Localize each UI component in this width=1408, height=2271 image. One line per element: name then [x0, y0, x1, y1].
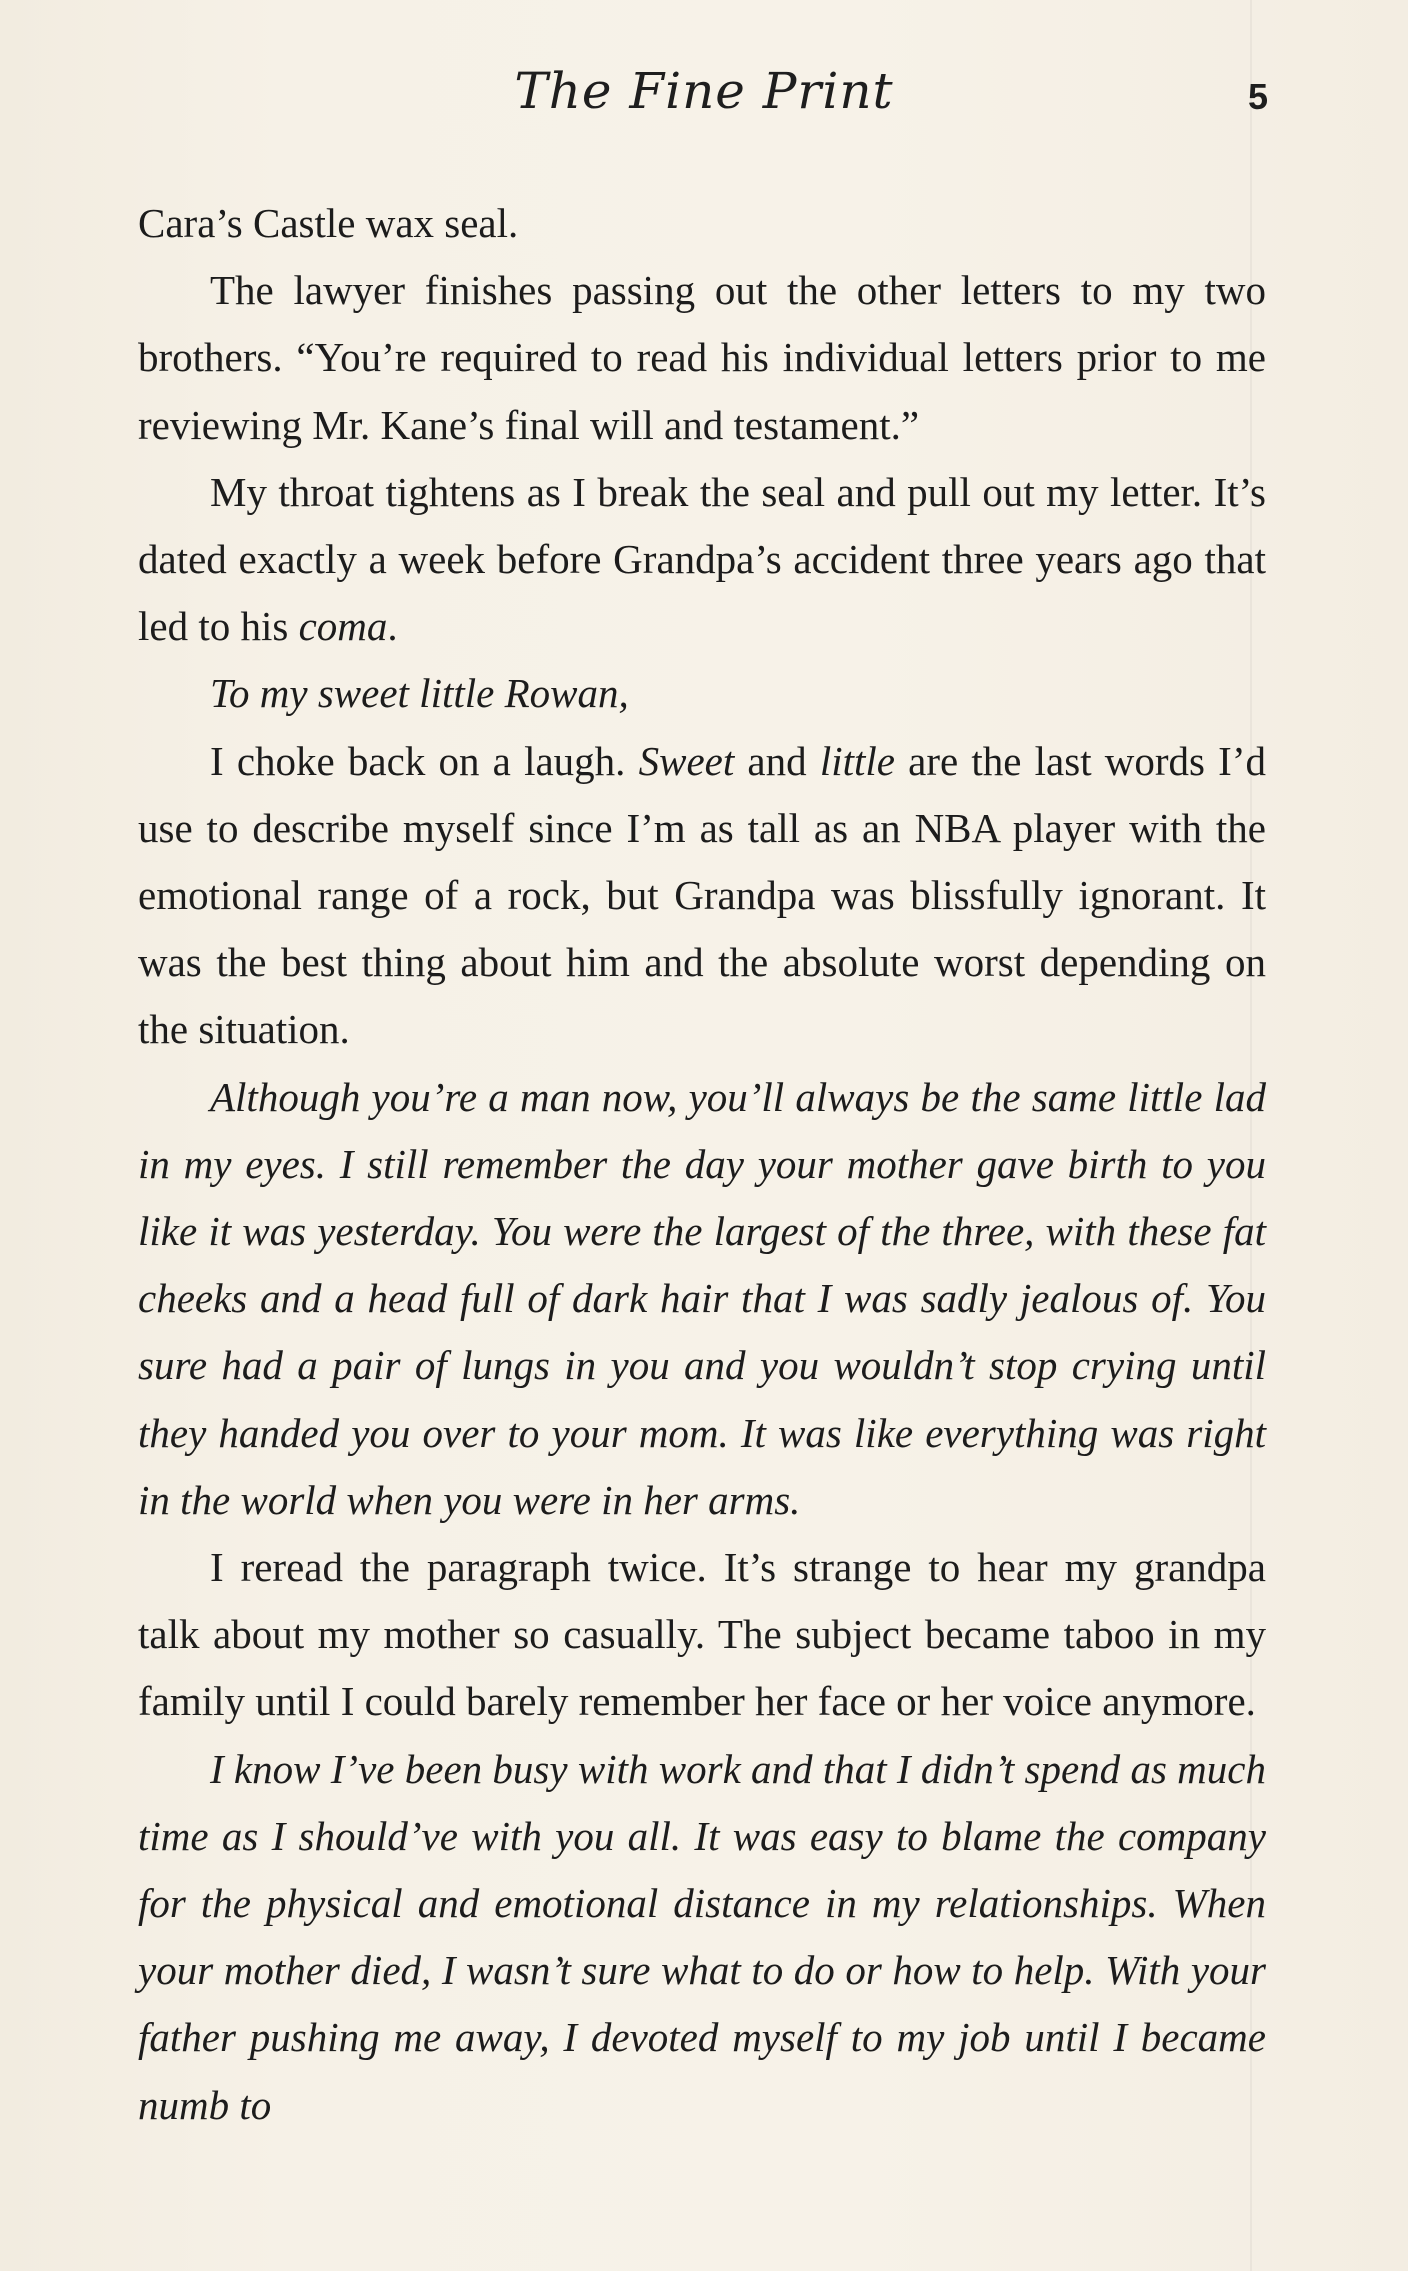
paragraph-7: I reread the paragraph twice. It’s strange to hear my grandpa talk about my mother so casually. The subject became taboo in my family until I could barely remember her face or her voice anymore. — [138, 1544, 1266, 1725]
paragraph-5-emphasis-sweet: Sweet — [638, 737, 735, 784]
running-title: The Fine Print — [514, 62, 894, 120]
letter-paragraph-1: Although you’re a man now, you’ll always be the same little lad in my eyes. I still remember the day your mother gave birth to you like it was yesterday. You were the largest of the three, with these fat cheeks and a head full of dark hair that I was sadly jealous of. You sure had a pair of lungs in you and you wouldn’t stop crying until they handed you over to your mom. It was like everything was right in the world when you were in her arms. — [138, 1073, 1266, 1523]
letter-paragraph-2: I know I’ve been busy with work and that I didn’t spend as much time as I should’ve with you all. It was easy to blame the company for the physical and emotional distance in my relationships. When your mother died, I wasn’t sure what to do or how to help. With your father pushing me away, I devoted myself to my job until I became numb to — [138, 1745, 1266, 2128]
paragraph-3-emphasis: coma — [298, 603, 388, 650]
paragraph-5 — [138, 728, 1266, 1064]
page-number: 5 — [1247, 76, 1268, 117]
paragraph-1: Cara’s Castle wax seal. — [138, 200, 519, 246]
paragraph-2: The lawyer finishes passing out the other letters to my two brothers. “You’re required to read his individual letters prior to me reviewing Mr. Kane’s final will and testament.” — [138, 267, 1266, 448]
body-text — [138, 190, 1266, 2139]
paragraph-3-text-a: My throat tightens as I break the seal and pull out my letter. It’s dated exactly a week before Grandpa’s accident three years ago that led to his — [138, 468, 1266, 650]
letter-salutation: To my sweet little Rowan, — [210, 670, 629, 717]
paragraph-5-emphasis-little: little — [819, 737, 895, 784]
paragraph-5-text-a: I choke back on a laugh. — [210, 737, 639, 784]
paragraph-5-text-b: and — [734, 737, 820, 784]
paragraph-3 — [138, 459, 1266, 661]
page-header — [0, 0, 1408, 170]
paragraph-3-text-b: . — [387, 603, 398, 650]
paragraph-5-text-c: are the last words I’d use to describe myself since I’m as tall as an NBA player with the emotional range of a rock, but Grandpa was blissfully ignorant. It was the best thing about him and the absolute worst depending on the situation. — [138, 737, 1266, 1053]
